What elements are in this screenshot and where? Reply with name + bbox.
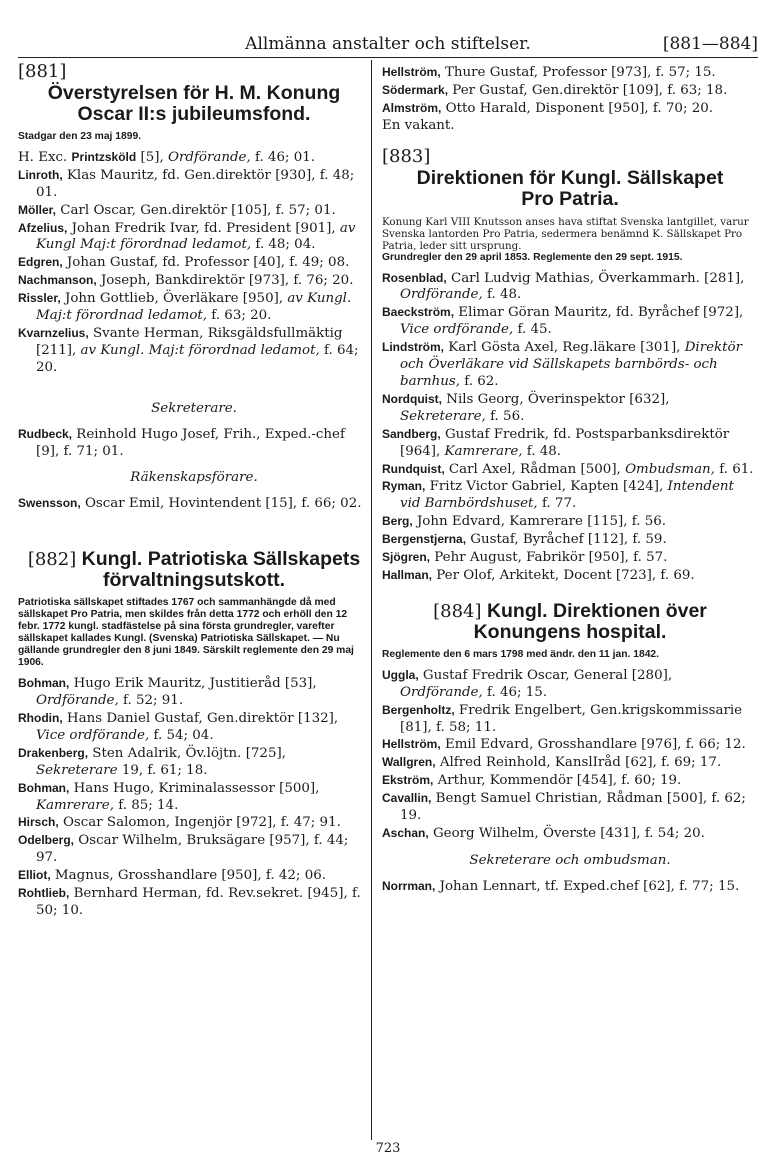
person-name: Ekström, — [382, 773, 434, 788]
person-entry — [18, 254, 370, 272]
person-name: Södermark, — [382, 82, 449, 97]
person-details: Joseph, Bankdirektör [973], f. 76; 20. — [96, 273, 354, 289]
section-title-line1: Kungl. Direktionen över — [486, 599, 707, 622]
person-entry — [18, 325, 370, 377]
person-role: av Kungl. Maj:t förordnad ledamot, — [36, 291, 352, 324]
person-details: Fredrik Engelbert, Gen.krigskommissarie [81], f. 58; 11. — [400, 702, 743, 735]
person-entry — [382, 754, 758, 772]
secretary-entry — [18, 426, 370, 461]
person-name: Rundquist, — [382, 461, 445, 476]
person-entry — [382, 100, 758, 118]
person-entry — [382, 82, 758, 100]
person-years: f. 45. — [513, 322, 552, 338]
section-title-line1: Kungl. Patriotiska Sällskapets — [81, 548, 361, 571]
person-name: Rohtlieb, — [18, 886, 70, 901]
person-details: [5], — [136, 149, 168, 165]
person-entry — [382, 270, 758, 305]
person-entry — [382, 567, 758, 585]
column-divider — [371, 60, 372, 1140]
history-note: Konung Karl VIII Knutsson anses hava stiftat Svenska lantgillet, varur Svenska lantorden Pro Patria, sedermera benämnd K. Sällskapet Pro Patria, leder sitt ursprung. — [382, 215, 749, 252]
person-name: Bergenholtz, — [382, 702, 455, 717]
statute-note: Stadgar den 23 maj 1899. — [18, 130, 142, 142]
person-role: Ombudsman, — [625, 461, 715, 477]
person-entry — [382, 772, 758, 790]
person-entry — [382, 391, 758, 426]
person-name: Swensson, — [18, 496, 81, 511]
subheading: Sekreterare. — [151, 400, 237, 416]
person-entry — [18, 149, 370, 167]
header-rule — [18, 57, 758, 58]
person-details: Pehr August, Fabrikör [950], f. 57. — [430, 550, 668, 566]
person-details: Johan Gustaf, fd. Professor [40], f. 49; 08. — [62, 255, 350, 271]
person-name: Printzsköld — [71, 149, 137, 164]
person-entry — [382, 339, 758, 391]
person-role: Direktör och Överläkare vid Sällskapets barnbörds- och barnhus, — [400, 340, 742, 389]
page-number: 723 — [375, 1141, 401, 1156]
person-details: Per Olof, Arkitekt, Docent [723], f. 69. — [432, 567, 695, 583]
person-entry — [382, 64, 758, 82]
person-entry — [18, 426, 370, 461]
section-title: Överstyrelsen för H. M. Konung Oscar II:s jubileumsfond. — [47, 81, 341, 125]
person-entry — [18, 167, 370, 202]
section-number: [883] — [382, 145, 431, 167]
person-details: John Gottlieb, Överläkare [950], — [60, 291, 288, 307]
person-details: Carl Axel, Rådman [500], — [444, 461, 626, 477]
person-name: Linroth, — [18, 167, 63, 182]
person-name: Hallman, — [382, 567, 433, 582]
person-name: Baeckström, — [382, 305, 455, 320]
person-entry — [382, 461, 758, 479]
person-role: Vice ordförande, — [36, 727, 150, 743]
person-years: f. 48; 04. — [251, 237, 316, 253]
header-title: Allmänna anstalter och stiftelser. — [245, 34, 531, 54]
person-details: Sten Adalrik, Öv.löjtn. [725], — [88, 745, 286, 761]
subheading: Sekreterare och ombudsman. — [469, 852, 671, 868]
person-years: f. 54; 04. — [149, 727, 214, 743]
person-name: Wallgren, — [382, 755, 436, 770]
person-details: Johan Fredrik Ivar, fd. President [901], — [67, 220, 340, 236]
person-years: f. 62. — [459, 373, 499, 389]
member-list — [18, 675, 370, 920]
person-details: Oscar Salomon, Ingenjör [972], f. 47; 91. — [58, 815, 341, 831]
section-number: [882] — [27, 549, 77, 571]
section-number: [881] — [18, 61, 67, 82]
person-name: Odelberg, — [18, 833, 75, 848]
person-name: Edgren, — [18, 255, 63, 270]
history-note: Patriotiska sällskapet stiftades 1767 och sammanhängde då med sällskapet Pro Patria, men skildes från detta 1772 och erhöll den 12 febr. 1772 kungl. stadfästelse på sina första grundregler, varefter sällskapet kallades Kungl. (Svenska) Patriotiska Sällskapet. — Nu gällande grundregler den 8 juni 1849. Särskilt reglemente den 29 maj 1906. — [18, 597, 354, 669]
running-header — [18, 34, 758, 56]
person-role: Ordförande, — [36, 693, 119, 709]
person-details: Bengt Samuel Christian, Rådman [500], f. 62; 19. — [400, 791, 746, 824]
person-entry — [18, 780, 370, 815]
person-years: 19, f. 61; 18. — [117, 762, 208, 778]
person-details: Oscar Wilhelm, Bruksägare [957], f. 44; 97. — [36, 833, 349, 866]
person-details: Carl Oscar, Gen.direktör [105], f. 57; 01. — [56, 202, 336, 218]
person-details: Arthur, Kommendör [454], f. 60; 19. — [433, 773, 682, 789]
rules-note: Reglemente den 6 mars 1798 med ändr. den 11 jan. 1842. — [382, 648, 660, 660]
person-name: Bergenstjerna, — [382, 532, 467, 547]
person-years: f. 48. — [522, 443, 562, 459]
person-details: Gustaf, Byråchef [112], f. 59. — [466, 532, 667, 548]
rules-note: Grundregler den 29 april 1853. Reglemente den 29 sept. 1915. — [382, 251, 683, 263]
person-role: Kamrerare, — [36, 797, 114, 813]
person-details: Magnus, Grosshandlare [950], f. 42; 06. — [50, 868, 326, 884]
person-entry — [382, 426, 758, 461]
left-column — [18, 61, 370, 920]
person-name: Lindström, — [382, 340, 444, 355]
person-role: Kamrerare, — [444, 443, 523, 459]
person-name: Nachmanson, — [18, 273, 97, 288]
person-years: f. 63; 20. — [207, 308, 272, 324]
person-details: Nils Georg, Överinspektor [632], — [442, 391, 670, 407]
person-details: Thure Gustaf, Professor [973], f. 57; 15. — [440, 65, 716, 80]
person-entry — [18, 495, 370, 513]
person-details: Elimar Göran Mauritz, fd. Byråchef [972], — [454, 305, 744, 321]
member-list — [382, 270, 758, 585]
person-role: av Kungl Maj:t förordnad ledamot, — [36, 220, 356, 253]
section-title-line1: Direktionen för Kungl. Sällskapet — [416, 166, 724, 189]
person-entry — [18, 867, 370, 885]
section-title-line2: förvaltningsutskott. — [102, 569, 285, 592]
person-details: Emil Edvard, Grosshandlare [976], f. 66; 12. — [440, 737, 746, 753]
person-entry — [18, 220, 370, 255]
person-details: Per Gustaf, Gen.direktör [109], f. 63; 18. — [448, 82, 728, 98]
section-title — [382, 601, 758, 643]
person-details: Fritz Victor Gabriel, Kapten [424], — [425, 479, 668, 495]
person-years: f. 48. — [482, 287, 522, 303]
person-entry — [18, 202, 370, 220]
person-entry — [382, 478, 758, 513]
person-entry — [18, 290, 370, 325]
person-name: Ryman, — [382, 479, 426, 494]
person-name: Hellström, — [382, 737, 441, 752]
person-entry — [382, 878, 758, 896]
section-title-line2: Pro Patria. — [521, 187, 619, 210]
header-range: [881—884] — [662, 34, 758, 54]
person-details: John Edvard, Kamrerare [115], f. 56. — [412, 514, 667, 530]
person-entry — [382, 549, 758, 567]
person-entry — [18, 885, 370, 920]
person-name: Sandberg, — [382, 426, 441, 441]
person-name: Bohman, — [18, 676, 70, 691]
member-list — [382, 667, 758, 843]
section-title — [18, 549, 370, 591]
person-details: Otto Harald, Disponent [950], f. 70; 20. — [441, 100, 714, 116]
section-title — [382, 168, 758, 210]
person-details: Reinhold Hugo Josef, Frih., Exped.-chef [9], f. 71; 01. — [36, 426, 345, 459]
person-details: Alfred Reinhold, KanslIråd [62], f. 69; 17. — [435, 755, 722, 771]
person-entry — [382, 513, 758, 531]
person-entry — [382, 736, 758, 754]
person-details: Johan Lennart, tf. Exped.chef [62], f. 77; 15. — [435, 878, 740, 894]
person-name: Hirsch, — [18, 815, 59, 830]
person-name: Cavallin, — [382, 791, 432, 806]
person-details: Carl Ludvig Mathias, Överkammarh. [281], — [446, 270, 745, 286]
entry-prefix: H. Exc. — [18, 149, 72, 165]
person-entry — [382, 702, 758, 737]
subheading: Räkenskapsförare. — [130, 470, 258, 486]
person-entry — [382, 531, 758, 549]
person-name: Norrman, — [382, 878, 436, 893]
person-name: Rissler, — [18, 291, 61, 306]
person-details: Bernhard Herman, fd. Rev.sekret. [945], f. 50; 10. — [36, 886, 361, 918]
person-years: f. 56. — [485, 408, 525, 424]
person-name: Aschan, — [382, 826, 429, 840]
person-name: Rudbeck, — [18, 426, 73, 441]
person-name: Möller, — [18, 202, 57, 217]
person-entry — [18, 745, 370, 780]
person-name: Rhodin, — [18, 711, 63, 726]
person-name: Berg, — [382, 514, 413, 529]
person-entry — [382, 825, 758, 843]
person-years: f. 46; 01. — [250, 149, 316, 165]
person-name: Kvarnzelius, — [18, 325, 89, 340]
section-number: [884] — [433, 600, 482, 622]
person-name: Drakenberg, — [18, 745, 89, 760]
person-role: Ordförande, — [400, 287, 483, 303]
person-details: Svante Herman, Riksgäldsfullmäktig [211], — [36, 325, 343, 358]
person-role: Sekreterare, — [400, 408, 486, 424]
right-column — [382, 64, 758, 896]
accountant-entry — [18, 495, 370, 513]
person-details: Karl Gösta Axel, Reg.läkare [301], — [444, 340, 685, 356]
person-details: Hans Hugo, Kriminalassessor [500], — [69, 780, 320, 796]
person-entry — [382, 667, 758, 702]
person-entry — [18, 814, 370, 832]
person-role: Sekreterare — [36, 762, 118, 778]
person-name: Rosenblad, — [382, 270, 447, 285]
person-entry — [18, 675, 370, 710]
person-entry — [18, 710, 370, 745]
person-entry — [18, 832, 370, 867]
person-details: Hans Daniel Gustaf, Gen.direktör [132], — [62, 711, 339, 727]
person-entry — [18, 272, 370, 290]
person-years: f. 46; 15. — [482, 684, 548, 700]
person-role: Ordförande, — [167, 149, 251, 165]
person-details: Georg Wilhelm, Överste [431], f. 54; 20. — [428, 826, 705, 841]
person-name: Elliot, — [18, 868, 51, 883]
person-details: Oscar Emil, Hovintendent [15], f. 66; 02. — [80, 496, 362, 512]
person-role: Ordförande, — [400, 684, 483, 700]
person-name: Almström, — [382, 100, 442, 115]
member-list — [18, 149, 370, 377]
person-years: f. 64; 20. — [36, 342, 359, 375]
person-entry — [382, 118, 758, 135]
person-details: Klas Mauritz, fd. Gen.direktör [930], f. 48; 01. — [36, 167, 355, 200]
person-name: Afzelius, — [18, 220, 68, 235]
person-years: f. 77. — [537, 496, 577, 512]
entry-prefix: En vakant. — [382, 117, 455, 133]
person-entry — [382, 790, 758, 825]
person-role: Vice ordförande, — [400, 322, 514, 338]
person-years: f. 85; 14. — [113, 797, 179, 813]
person-name: Hellström, — [382, 65, 441, 79]
person-role: Intendent vid Barnbördshuset, — [400, 479, 734, 512]
person-details: Hugo Erik Mauritz, Justitieråd [53], — [69, 676, 317, 692]
section-title-line2: Konungens hospital. — [473, 620, 667, 643]
person-name: Uggla, — [382, 667, 419, 682]
person-role: av Kungl. Maj:t förordnad ledamot, — [80, 342, 320, 358]
person-name: Bohman, — [18, 780, 70, 795]
secretary-entry — [382, 878, 758, 896]
person-years: f. 52; 91. — [118, 693, 184, 709]
person-name: Nordquist, — [382, 391, 442, 406]
person-name: Sjögren, — [382, 550, 431, 565]
person-details: Gustaf Fredrik Oscar, General [280], — [418, 667, 673, 683]
person-details: Gustaf Fredrik, fd. Postsparbanksdirektör [964], — [400, 426, 730, 459]
member-list-continued — [382, 64, 758, 135]
person-years: f. 61. — [714, 461, 754, 477]
person-entry — [382, 304, 758, 339]
